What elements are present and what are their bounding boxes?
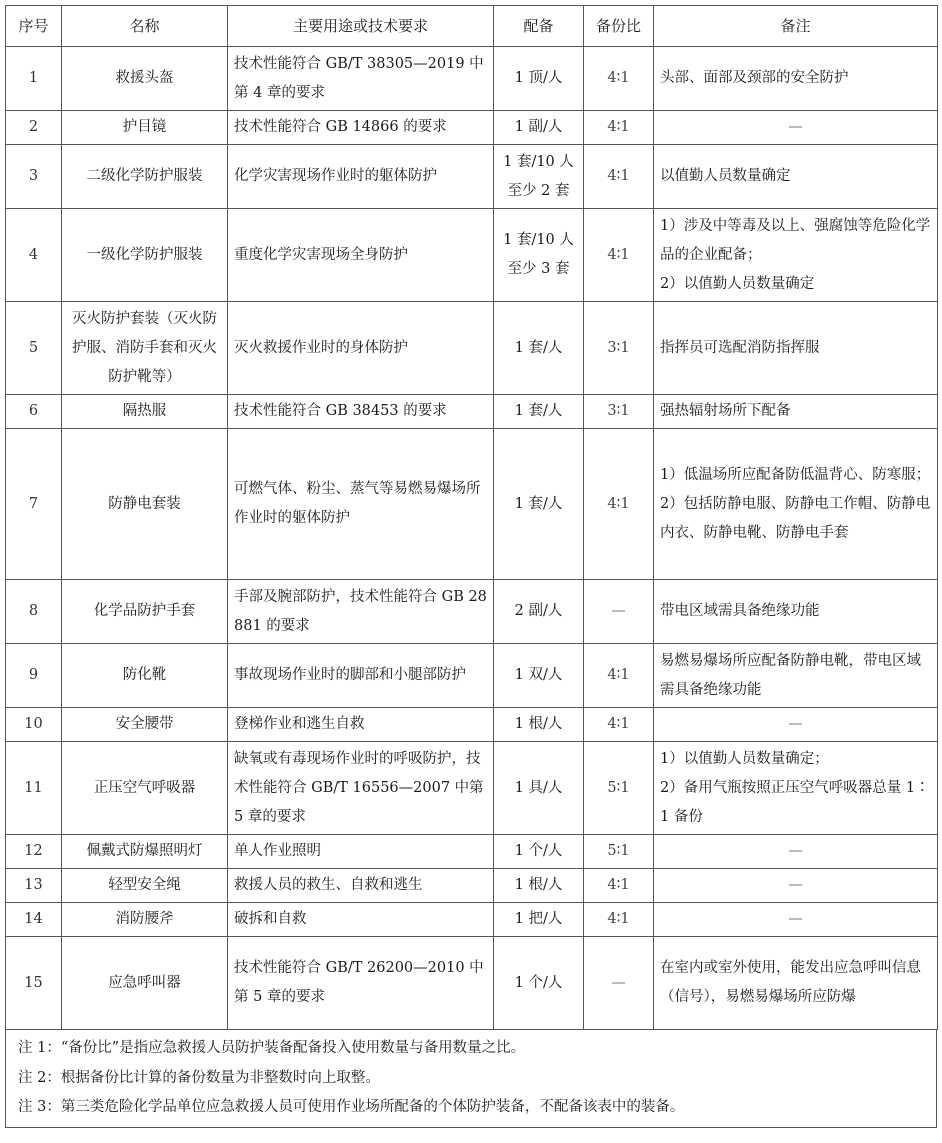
- row-remark: [654, 644, 938, 708]
- header-usage: 主要用途或技术要求: [228, 6, 494, 47]
- remark-line: —: [788, 877, 803, 893]
- row-usage: 单人作业照明: [228, 835, 494, 869]
- row-ratio: —: [584, 580, 654, 644]
- row-quota: 1 顶/人: [494, 47, 584, 111]
- equipment-table: [5, 5, 938, 1030]
- row-ratio: 4∶1: [584, 869, 654, 903]
- table-row: [6, 937, 938, 1030]
- remark-line: 易燃易爆场所应配备防静电靴，带电区域需具备绝缘功能: [660, 652, 921, 698]
- row-name: 灭火防护套装（灭火防护服、消防手套和灭火防护靴等）: [62, 302, 228, 395]
- remark-line: 2）备用气瓶按照正压空气呼吸器总量 1∶1 备份: [660, 779, 930, 825]
- remark-line: 2）包括防静电服、防静电工作帽、防静电内衣、防静电靴、防静电手套: [660, 495, 931, 541]
- row-ratio: 4∶1: [584, 644, 654, 708]
- row-quota: 1 把/人: [494, 903, 584, 937]
- row-remark: [654, 937, 938, 1030]
- note-3: 注 3：第三类危险化学品单位应急救援人员可使用作业场所配备的个体防护装备，不配备该表中的装备。: [18, 1099, 685, 1115]
- header-idx: 序号: [6, 6, 62, 47]
- row-name: 一级化学防护服装: [62, 209, 228, 302]
- row-ratio: 3∶1: [584, 302, 654, 395]
- row-index: 1: [6, 47, 62, 111]
- row-remark: [654, 429, 938, 580]
- table-header-row: [6, 6, 938, 47]
- header-quota: 配备: [494, 6, 584, 47]
- row-index: 9: [6, 644, 62, 708]
- table-row: [6, 644, 938, 708]
- row-index: 15: [6, 937, 62, 1030]
- row-ratio: 5∶1: [584, 835, 654, 869]
- row-usage: 可燃气体、粉尘、蒸气等易燃易爆场所作业时的躯体防护: [228, 429, 494, 580]
- remark-line: 强热辐射场所下配备: [660, 403, 791, 419]
- row-index: 4: [6, 209, 62, 302]
- row-usage: 技术性能符合 GB 38453 的要求: [228, 395, 494, 429]
- row-index: 6: [6, 395, 62, 429]
- row-name: 安全腰带: [62, 708, 228, 742]
- table-row: [6, 869, 938, 903]
- table-row: [6, 47, 938, 111]
- row-index: 14: [6, 903, 62, 937]
- table-row: [6, 708, 938, 742]
- row-name: 正压空气呼吸器: [62, 742, 228, 835]
- row-ratio: 3∶1: [584, 395, 654, 429]
- row-index: 2: [6, 111, 62, 145]
- remark-line: 1）低温场所应配备防低温背心、防寒服；: [660, 466, 931, 483]
- row-usage: 灭火救援作业时的身体防护: [228, 302, 494, 395]
- row-usage: 技术性能符合 GB/T 26200—2010 中第 5 章的要求: [228, 937, 494, 1030]
- row-usage: 救援人员的救生、自救和逃生: [228, 869, 494, 903]
- row-remark: [654, 869, 938, 903]
- header-name: 名称: [62, 6, 228, 47]
- remark-line: 1）以值勤人员数量确定；: [660, 750, 829, 767]
- row-remark: [654, 903, 938, 937]
- row-ratio: 4∶1: [584, 145, 654, 209]
- table-row: [6, 742, 938, 835]
- row-usage: 事故现场作业时的脚部和小腿部防护: [228, 644, 494, 708]
- row-quota: 1 个/人: [494, 937, 584, 1030]
- row-name: 佩戴式防爆照明灯: [62, 835, 228, 869]
- row-name: 轻型安全绳: [62, 869, 228, 903]
- table-row: [6, 302, 938, 395]
- row-remark: [654, 145, 938, 209]
- row-quota: 1 套/人: [494, 302, 584, 395]
- table-row: [6, 903, 938, 937]
- row-index: 12: [6, 835, 62, 869]
- row-ratio: 4∶1: [584, 903, 654, 937]
- row-usage: 技术性能符合 GB/T 38305—2019 中第 4 章的要求: [228, 47, 494, 111]
- row-quota: 1 套/人: [494, 429, 584, 580]
- remark-line: 以值勤人员数量确定: [660, 168, 791, 184]
- remark-line: 指挥员可选配消防指挥服: [660, 339, 820, 356]
- row-name: 护目镜: [62, 111, 228, 145]
- row-remark: [654, 47, 938, 111]
- equipment-table-wrapper: [5, 5, 937, 1128]
- row-remark: [654, 742, 938, 835]
- row-remark: [654, 580, 938, 644]
- header-ratio: 备份比: [584, 6, 654, 47]
- row-name: 救援头盔: [62, 47, 228, 111]
- row-quota: 1 个/人: [494, 835, 584, 869]
- row-quota: 1 根/人: [494, 869, 584, 903]
- row-index: 8: [6, 580, 62, 644]
- row-usage: 重度化学灾害现场全身防护: [228, 209, 494, 302]
- row-ratio: 4∶1: [584, 47, 654, 111]
- row-ratio: 4∶1: [584, 429, 654, 580]
- row-ratio: 4∶1: [584, 111, 654, 145]
- row-index: 11: [6, 742, 62, 835]
- row-usage: 缺氧或有毒现场作业时的呼吸防护，技术性能符合 GB/T 16556—2007 中第 5 章的要求: [228, 742, 494, 835]
- row-name: 隔热服: [62, 395, 228, 429]
- row-ratio: 4∶1: [584, 209, 654, 302]
- row-usage: 化学灾害现场作业时的躯体防护: [228, 145, 494, 209]
- row-quota: 1 套/10 人至少 2 套: [494, 145, 584, 209]
- remark-line: 头部、面部及颈部的安全防护: [660, 70, 849, 86]
- table-body: [6, 47, 938, 1030]
- note-1: 注 1：“备份比”是指应急救援人员防护装备配备投入使用数量与备用数量之比。: [18, 1040, 526, 1056]
- row-name: 消防腰斧: [62, 903, 228, 937]
- row-index: 3: [6, 145, 62, 209]
- remark-line: —: [788, 119, 803, 135]
- row-name: 化学品防护手套: [62, 580, 228, 644]
- row-index: 5: [6, 302, 62, 395]
- table-row: [6, 395, 938, 429]
- remark-line: —: [788, 716, 803, 732]
- row-remark: [654, 209, 938, 302]
- row-ratio: 4∶1: [584, 708, 654, 742]
- remark-line: 在室内或室外使用，能发出应急呼叫信息（信号），易燃易爆场所应防爆: [660, 960, 921, 1005]
- row-name: 防静电套装: [62, 429, 228, 580]
- remark-line: 2）以值勤人员数量确定: [660, 275, 815, 292]
- row-quota: 1 双/人: [494, 644, 584, 708]
- row-index: 10: [6, 708, 62, 742]
- row-name: 防化靴: [62, 644, 228, 708]
- table-row: [6, 209, 938, 302]
- table-row: [6, 145, 938, 209]
- row-quota: 1 套/10 人至少 3 套: [494, 209, 584, 302]
- table-row: [6, 835, 938, 869]
- remark-line: 带电区域需具备绝缘功能: [660, 603, 820, 619]
- note-2: 注 2：根据备份比计算的备份数量为非整数时向上取整。: [18, 1069, 380, 1086]
- row-quota: 1 副/人: [494, 111, 584, 145]
- row-index: 7: [6, 429, 62, 580]
- table-notes: [5, 1030, 937, 1128]
- remark-line: —: [788, 843, 803, 859]
- row-name: 应急呼叫器: [62, 937, 228, 1030]
- header-remark: 备注: [654, 6, 938, 47]
- table-row: [6, 429, 938, 580]
- row-usage: 技术性能符合 GB 14866 的要求: [228, 111, 494, 145]
- row-quota: 2 副/人: [494, 580, 584, 644]
- row-remark: [654, 111, 938, 145]
- table-row: [6, 580, 938, 644]
- row-quota: 1 套/人: [494, 395, 584, 429]
- remark-line: —: [788, 911, 803, 927]
- row-usage: 破拆和自救: [228, 903, 494, 937]
- row-remark: [654, 302, 938, 395]
- row-remark: [654, 708, 938, 742]
- row-usage: 登梯作业和逃生自救: [228, 708, 494, 742]
- row-usage: 手部及腕部防护，技术性能符合 GB 28881 的要求: [228, 580, 494, 644]
- row-ratio: 5∶1: [584, 742, 654, 835]
- row-quota: 1 具/人: [494, 742, 584, 835]
- row-index: 13: [6, 869, 62, 903]
- row-remark: [654, 395, 938, 429]
- remark-line: 1）涉及中等毒及以上、强腐蚀等危险化学品的企业配备；: [660, 217, 931, 263]
- row-name: 二级化学防护服装: [62, 145, 228, 209]
- row-quota: 1 根/人: [494, 708, 584, 742]
- row-remark: [654, 835, 938, 869]
- table-row: [6, 111, 938, 145]
- row-ratio: —: [584, 937, 654, 1030]
